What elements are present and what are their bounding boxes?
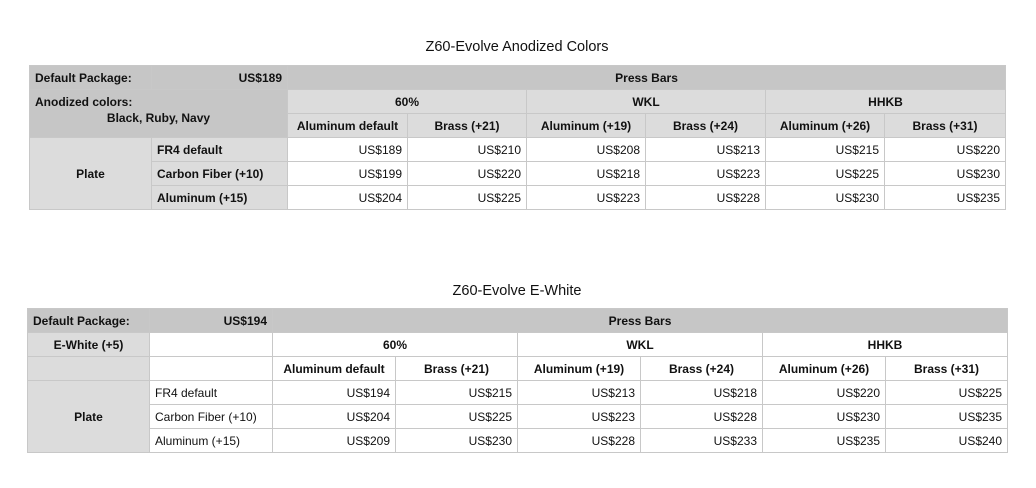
price-cell: US$225 bbox=[396, 405, 518, 429]
column-header: Aluminum (+19) bbox=[527, 114, 646, 138]
table2-title: Z60-Evolve E-White bbox=[452, 283, 582, 299]
price-cell: US$235 bbox=[763, 429, 886, 453]
column-header: Aluminum (+26) bbox=[763, 357, 886, 381]
table-row bbox=[28, 405, 1008, 429]
ewhite-label: E-White (+5) bbox=[28, 333, 150, 357]
price-cell: US$213 bbox=[646, 138, 766, 162]
price-cell: US$218 bbox=[527, 162, 646, 186]
price-cell: US$228 bbox=[518, 429, 641, 453]
price-cell: US$223 bbox=[518, 405, 641, 429]
column-header: Brass (+21) bbox=[408, 114, 527, 138]
price-cell: US$213 bbox=[518, 381, 641, 405]
price-cell: US$209 bbox=[273, 429, 396, 453]
price-cell: US$210 bbox=[408, 138, 527, 162]
column-header: Brass (+24) bbox=[641, 357, 763, 381]
row-label: Aluminum (+15) bbox=[150, 429, 273, 453]
price-cell: US$220 bbox=[763, 381, 886, 405]
plate-label: Plate bbox=[28, 381, 150, 453]
table1-title: Z60-Evolve Anodized Colors bbox=[425, 39, 609, 55]
default-package-label: Default Package: bbox=[28, 309, 150, 333]
column-header: Aluminum default bbox=[273, 357, 396, 381]
default-package-label: Default Package: bbox=[30, 66, 152, 90]
price-cell: US$199 bbox=[288, 162, 408, 186]
price-cell: US$220 bbox=[885, 138, 1006, 162]
price-cell: US$228 bbox=[646, 186, 766, 210]
group-wkl-header: WKL bbox=[518, 333, 763, 357]
price-cell: US$204 bbox=[273, 405, 396, 429]
ewhite-price-table bbox=[27, 308, 1008, 453]
price-cell: US$235 bbox=[885, 186, 1006, 210]
price-cell: US$223 bbox=[646, 162, 766, 186]
row-label: Carbon Fiber (+10) bbox=[150, 405, 273, 429]
price-cell: US$223 bbox=[527, 186, 646, 210]
price-cell: US$228 bbox=[641, 405, 763, 429]
anodized-colors-label: Anodized colors: bbox=[35, 95, 133, 109]
column-header: Aluminum (+26) bbox=[766, 114, 885, 138]
empty-cell bbox=[150, 333, 273, 357]
group-wkl-header: WKL bbox=[527, 90, 766, 114]
price-cell: US$225 bbox=[886, 381, 1008, 405]
empty-cell bbox=[28, 357, 150, 381]
column-header: Brass (+21) bbox=[396, 357, 518, 381]
price-cell: US$215 bbox=[766, 138, 885, 162]
empty-cell bbox=[150, 357, 273, 381]
price-cell: US$230 bbox=[396, 429, 518, 453]
plate-label: Plate bbox=[30, 138, 152, 210]
price-cell: US$233 bbox=[641, 429, 763, 453]
press-bars-header: Press Bars bbox=[273, 309, 1008, 333]
anodized-colors-value: Black, Ruby, Navy bbox=[106, 111, 211, 125]
price-cell: US$194 bbox=[273, 381, 396, 405]
price-cell: US$215 bbox=[396, 381, 518, 405]
table-row bbox=[28, 429, 1008, 453]
default-package-price: US$189 bbox=[152, 66, 288, 90]
price-cell: US$225 bbox=[766, 162, 885, 186]
row-label: Aluminum (+15) bbox=[152, 186, 288, 210]
column-header: Brass (+31) bbox=[886, 357, 1008, 381]
column-header: Brass (+31) bbox=[885, 114, 1006, 138]
group-hhkb-header: HHKB bbox=[766, 90, 1006, 114]
price-cell: US$189 bbox=[288, 138, 408, 162]
price-cell: US$230 bbox=[766, 186, 885, 210]
column-header: Brass (+24) bbox=[646, 114, 766, 138]
price-cell: US$218 bbox=[641, 381, 763, 405]
table-row bbox=[30, 162, 1006, 186]
price-cell: US$208 bbox=[527, 138, 646, 162]
row-label: FR4 default bbox=[150, 381, 273, 405]
row-label: FR4 default bbox=[152, 138, 288, 162]
price-cell: US$225 bbox=[408, 186, 527, 210]
press-bars-header: Press Bars bbox=[288, 66, 1006, 90]
price-cell: US$235 bbox=[886, 405, 1008, 429]
row-label: Carbon Fiber (+10) bbox=[152, 162, 288, 186]
table-row bbox=[30, 186, 1006, 210]
table-row bbox=[30, 138, 1006, 162]
column-header: Aluminum (+19) bbox=[518, 357, 641, 381]
price-cell: US$204 bbox=[288, 186, 408, 210]
group-60-header: 60% bbox=[288, 90, 527, 114]
table-row bbox=[28, 381, 1008, 405]
price-cell: US$230 bbox=[763, 405, 886, 429]
price-cell: US$220 bbox=[408, 162, 527, 186]
anodized-colors-cell bbox=[30, 90, 288, 138]
group-hhkb-header: HHKB bbox=[763, 333, 1008, 357]
default-package-price: US$194 bbox=[150, 309, 273, 333]
price-cell: US$230 bbox=[885, 162, 1006, 186]
group-60-header: 60% bbox=[273, 333, 518, 357]
anodized-price-table bbox=[29, 65, 1006, 210]
column-header: Aluminum default bbox=[288, 114, 408, 138]
price-cell: US$240 bbox=[886, 429, 1008, 453]
